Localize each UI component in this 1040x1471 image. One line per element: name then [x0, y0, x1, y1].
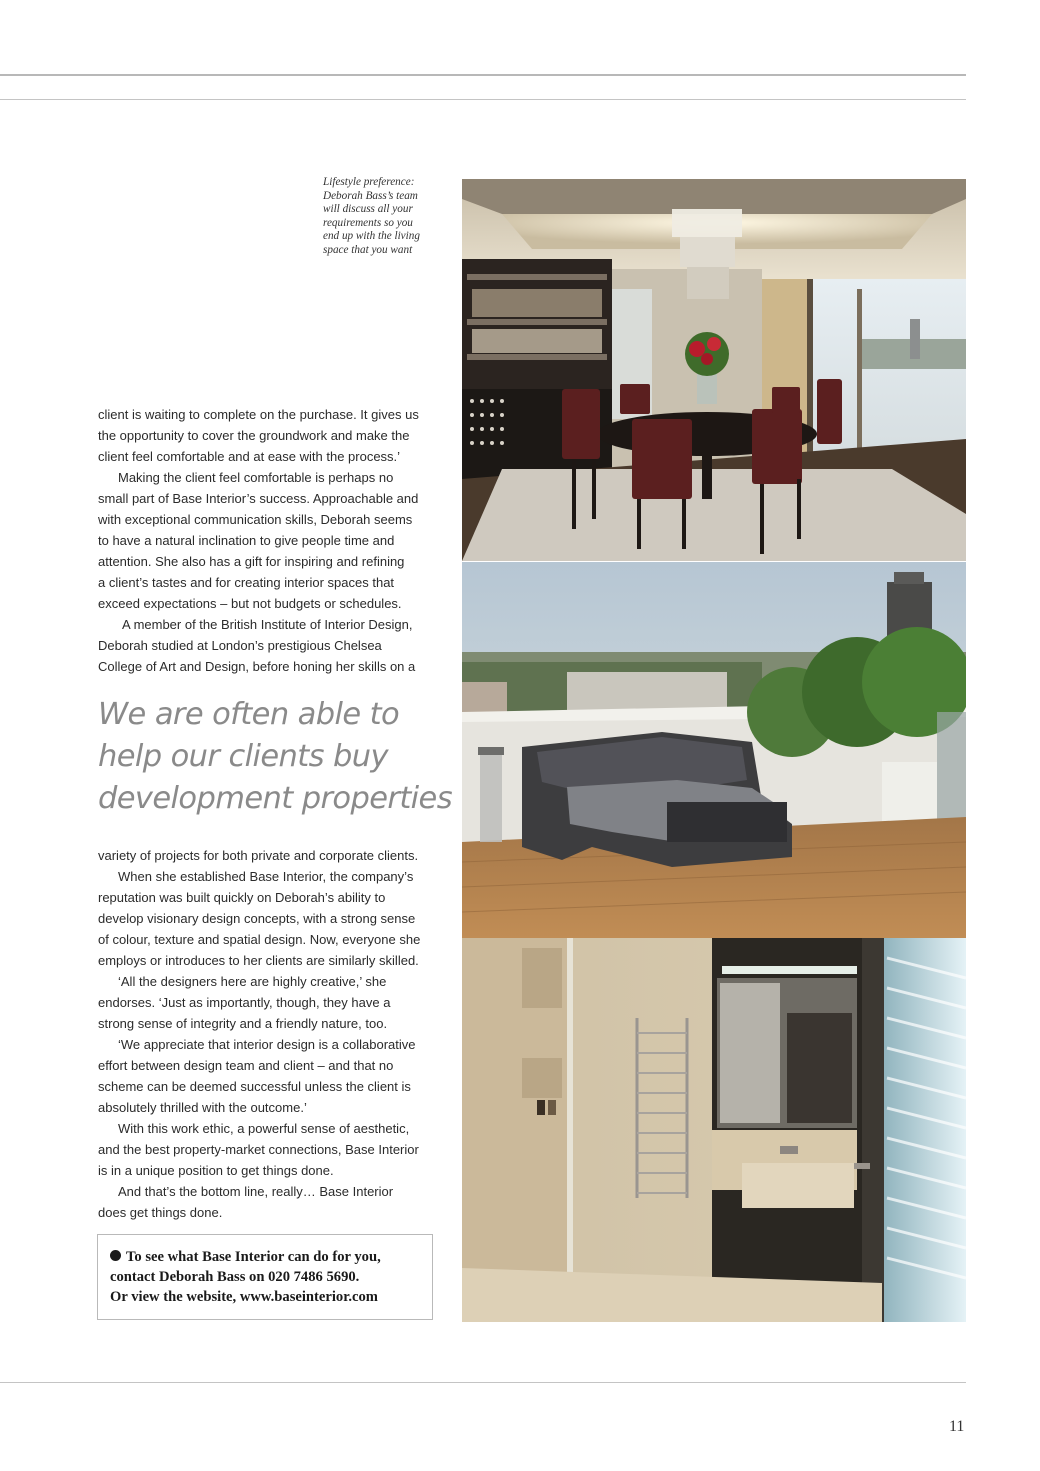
body-line: to have a natural inclination to give people time and	[98, 533, 395, 548]
body-line: small part of Base Interior’s success. Approachable and	[98, 491, 419, 506]
body-line: variety of projects for both private and corporate clients.	[98, 848, 419, 863]
bullet-icon	[110, 1250, 121, 1261]
body-line: of colour, texture and spatial design. Now, everyone she	[98, 932, 421, 947]
top-rule	[0, 74, 966, 76]
body-line: exceed expectations – but not budgets or schedules.	[98, 596, 402, 611]
body-text-top	[98, 404, 436, 677]
body-line: is in a unique position to get things done.	[98, 1163, 334, 1178]
body-line: College of Art and Design, before honing her skills on a	[98, 659, 416, 674]
body-line: A member of the British Institute of Interior Design,	[122, 617, 413, 632]
body-line: endorses. ‘Just as importantly, though, they have a	[98, 995, 391, 1010]
body-line: effort between design team and client – and that no	[98, 1058, 394, 1073]
caption-line: requirements so you	[323, 216, 413, 229]
body-line: Deborah studied at London’s prestigious Chelsea	[98, 638, 382, 653]
body-text-bottom	[98, 845, 436, 1223]
pull-quote-line: We are often able to	[98, 697, 400, 732]
page-number: 11	[949, 1418, 965, 1435]
contact-line-2: contact Deborah Bass on 020 7486 5690.	[110, 1269, 360, 1285]
dining-room-image	[462, 179, 966, 561]
body-line: attention. She also has a gift for inspiring and refining	[98, 554, 405, 569]
body-line: reputation was built quickly on Deborah’s ability to	[98, 890, 386, 905]
body-line: ‘We appreciate that interior design is a collaborative	[118, 1037, 416, 1052]
pull-quote-line: help our clients buy	[98, 739, 388, 774]
body-line: with exceptional communication skills, Deborah seems	[98, 512, 413, 527]
second-rule	[0, 99, 966, 100]
contact-line-3: Or view the website, www.baseinterior.com	[110, 1289, 378, 1305]
body-line: client is waiting to complete on the purchase. It gives us	[98, 407, 419, 422]
contact-box	[97, 1234, 433, 1320]
bottom-rule	[0, 1382, 966, 1383]
body-line: When she established Base Interior, the company’s	[118, 869, 414, 884]
roof-terrace-photo	[462, 562, 966, 938]
roof-terrace-image	[462, 562, 966, 938]
pull-quote-line: development properties	[98, 781, 453, 816]
body-line: and the best property-market connections, Base Interior	[98, 1142, 419, 1157]
body-line: absolutely thrilled with the outcome.’	[98, 1100, 307, 1115]
bathroom-photo	[462, 938, 966, 1322]
body-line: does get things done.	[98, 1205, 223, 1220]
body-line: employs or introduces to her clients are similarly skilled.	[98, 953, 419, 968]
dining-room-photo	[462, 179, 966, 561]
body-line: scheme can be deemed successful unless the client is	[98, 1079, 411, 1094]
photo-caption	[323, 176, 445, 258]
caption-line: Lifestyle preference:	[323, 176, 415, 188]
body-line: ‘All the designers here are highly creative,’ she	[118, 974, 387, 989]
body-line: client feel comfortable and at ease with the process.’	[98, 449, 401, 464]
body-line: a client’s tastes and for creating interior spaces that	[98, 575, 395, 590]
body-line: develop visionary design concepts, with a strong sense	[98, 911, 416, 926]
contact-text: To see what Base Interior can do for you,	[126, 1249, 381, 1265]
body-line: With this work ethic, a powerful sense of aesthetic,	[118, 1121, 410, 1136]
contact-line-1	[110, 1247, 422, 1267]
pull-quote	[98, 694, 453, 820]
body-line: Making the client feel comfortable is perhaps no	[118, 470, 394, 485]
caption-line: Deborah Bass’s team	[323, 189, 418, 202]
body-line: strong sense of integrity and a friendly nature, too.	[98, 1016, 388, 1031]
body-line: the opportunity to cover the groundwork and make the	[98, 428, 410, 443]
caption-line: will discuss all your	[323, 203, 413, 216]
caption-line: space that you want	[323, 243, 413, 256]
caption-line: end up with the living	[323, 230, 420, 243]
bathroom-image	[462, 938, 966, 1322]
body-line: And that’s the bottom line, really… Base Interior	[118, 1184, 394, 1199]
